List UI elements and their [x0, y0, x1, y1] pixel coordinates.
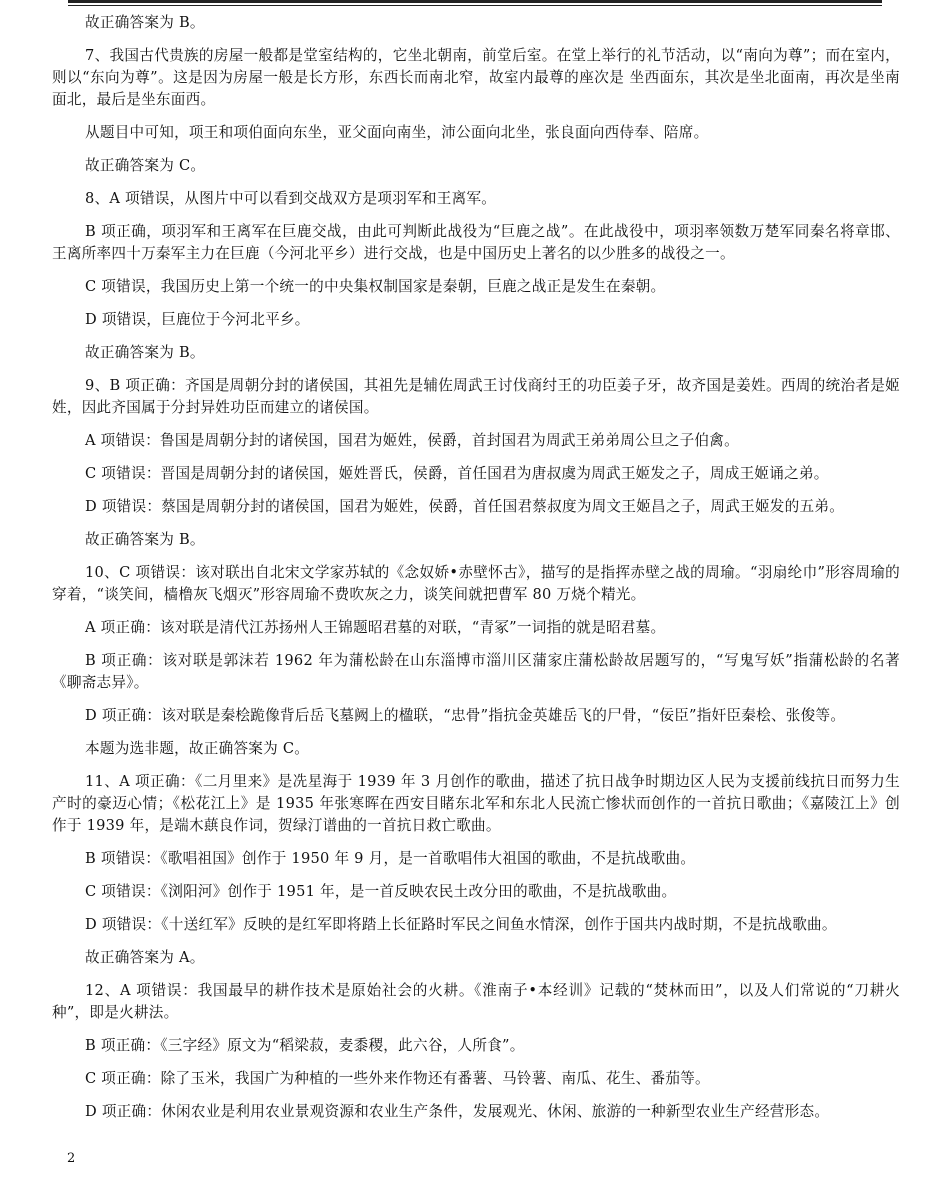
paragraph-q10-option-d: D 项正确：该对联是秦桧跪像背后岳飞墓阙上的楹联，“忠骨”指抗金英雄岳飞的尸骨，“佞臣”指奸臣秦桧、张俊等。 [85, 707, 846, 724]
paragraph-q12-option-c: C 项正确：除了玉米，我国广为种植的一些外来作物还有番薯、马铃薯、南瓜、花生、番茄等。 [85, 1070, 710, 1087]
paragraph-answer-8: 故正确答案为 B。 [85, 344, 205, 361]
paragraph-q12-option-d: D 项正确：休闲农业是利用农业景观资源和农业生产条件，发展观光、休闲、旅游的一种新型农业生产经营形态。 [85, 1103, 830, 1120]
paragraph-q9-option-c: C 项错误：晋国是周朝分封的诸侯国，姬姓晋氏，侯爵，首任国君为唐叔虞为周武王姬发之子，周成王姬诵之弟。 [85, 465, 829, 482]
paragraph-q7-seating: 从题目中可知，项王和项伯面向东坐，亚父面向南坐，沛公面向北坐，张良面向西侍奉、陪席。 [85, 124, 709, 141]
paragraph-q11-option-c: C 项错误：《浏阳河》创作于 1951 年，是一首反映农民土改分田的歌曲，不是抗战歌曲。 [85, 883, 677, 900]
answer-explanations [52, 12, 900, 1134]
paragraph-q8-option-c: C 项错误，我国历史上第一个统一的中央集权制国家是秦朝，巨鹿之战正是发生在秦朝。 [85, 278, 666, 295]
header-rule-thick [68, 0, 882, 3]
paragraph-q9-option-b: 9、B 项正确：齐国是周朝分封的诸侯国，其祖先是辅佐周武王讨伐商纣王的功臣姜子牙，故齐国是姜姓。西周的统治者是姬姓，因此齐国属于分封异姓功臣而建立的诸侯国。 [52, 377, 900, 416]
paragraph-answer-7: 故正确答案为 C。 [85, 157, 206, 174]
paragraph-q8-option-b: B 项正确，项羽军和王离军在巨鹿交战，由此可判断此战役为“巨鹿之战”。在此战役中，项羽率领数万楚军同秦名将章邯、王离所率四十万秦军主力在巨鹿（今河北平乡）进行交战，也是中国历史上著名的以少胜多的战役之一。 [52, 223, 900, 262]
page-number: 2 [67, 1151, 76, 1166]
paragraph-answer-9: 故正确答案为 B。 [85, 531, 205, 548]
paragraph-q8-option-d: D 项错误，巨鹿位于今河北平乡。 [85, 311, 310, 328]
paragraph-q10-option-a: A 项正确：该对联是清代江苏扬州人王锦题昭君墓的对联，“青冢”一词指的就是昭君墓。 [85, 619, 666, 636]
paragraph-q7-explanation: 7、我国古代贵族的房屋一般都是堂室结构的，它坐北朝南，前堂后室。在堂上举行的礼节活动，以“南向为尊”；而在室内，则以“东向为尊”。这是因为房屋一般是长方形，东西长而南北窄，故室内最尊的座次是 坐西面东，其次是坐北面南，再次是坐南面北，最后是坐东面西。 [52, 47, 900, 108]
paragraph-q11-option-a: 11、A 项正确：《二月里来》是冼星海于 1939 年 3 月创作的歌曲，描述了抗日战争时期边区人民为支援前线抗日而努力生产时的豪迈心情；《松花江上》是 1935 年张寒晖在西安目睹东北军和东北人民流亡惨状而创作的一首抗日歌曲；《嘉陵江上》创作于 1939 年，是端木蕻良作词，贺绿汀谱曲的一首抗日救亡歌曲。 [52, 773, 900, 834]
paragraph-q11-option-d: D 项错误：《十送红军》反映的是红军即将踏上长征路时军民之间鱼水情深，创作于国共内战时期，不是抗战歌曲。 [85, 916, 837, 933]
paragraph-q10-option-c: 10、C 项错误：该对联出自北宋文学家苏轼的《念奴娇•赤壁怀古》，描写的是指挥赤壁之战的周瑜。“羽扇纶巾”形容周瑜的穿着，“谈笑间，樯橹灰飞烟灭”形容周瑜不费吹灰之力，谈笑间就把曹军 80 万烧个精光。 [52, 564, 900, 603]
paragraph-q12-option-a: 12、A 项错误：我国最早的耕作技术是原始社会的火耕。《淮南子•本经训》记载的“焚林而田”，以及人们常说的“刀耕火种”，即是火耕法。 [52, 982, 900, 1021]
paragraph-q9-option-a: A 项错误：鲁国是周朝分封的诸侯国，国君为姬姓，侯爵，首封国君为周武王弟弟周公旦之子伯禽。 [85, 432, 739, 449]
paragraph-q10-option-b: B 项正确：该对联是郭沫若 1962 年为蒲松龄在山东淄博市淄川区蒲家庄蒲松龄故居题写的，“写鬼写妖”指蒲松龄的名著《聊斋志异》。 [52, 652, 900, 691]
paragraph-q12-option-b: B 项正确：《三字经》原文为“稻梁菽，麦黍稷，此六谷，人所食”。 [85, 1037, 525, 1054]
paragraph-answer-11: 故正确答案为 A。 [85, 949, 205, 966]
paragraph-q8-option-a: 8、A 项错误，从图片中可以看到交战双方是项羽军和王离军。 [85, 190, 497, 207]
header-rule-thin [68, 5, 882, 6]
paragraph-answer-10: 本题为选非题，故正确答案为 C。 [85, 740, 310, 757]
paragraph-answer-6: 故正确答案为 B。 [85, 14, 205, 31]
paragraph-q9-option-d: D 项错误：蔡国是周朝分封的诸侯国，国君为姬姓，侯爵，首任国君蔡叔度为周文王姬昌之子，周武王姬发的五弟。 [85, 498, 845, 515]
paragraph-q11-option-b: B 项错误：《歌唱祖国》创作于 1950 年 9 月，是一首歌唱伟大祖国的歌曲，不是抗战歌曲。 [85, 850, 696, 867]
